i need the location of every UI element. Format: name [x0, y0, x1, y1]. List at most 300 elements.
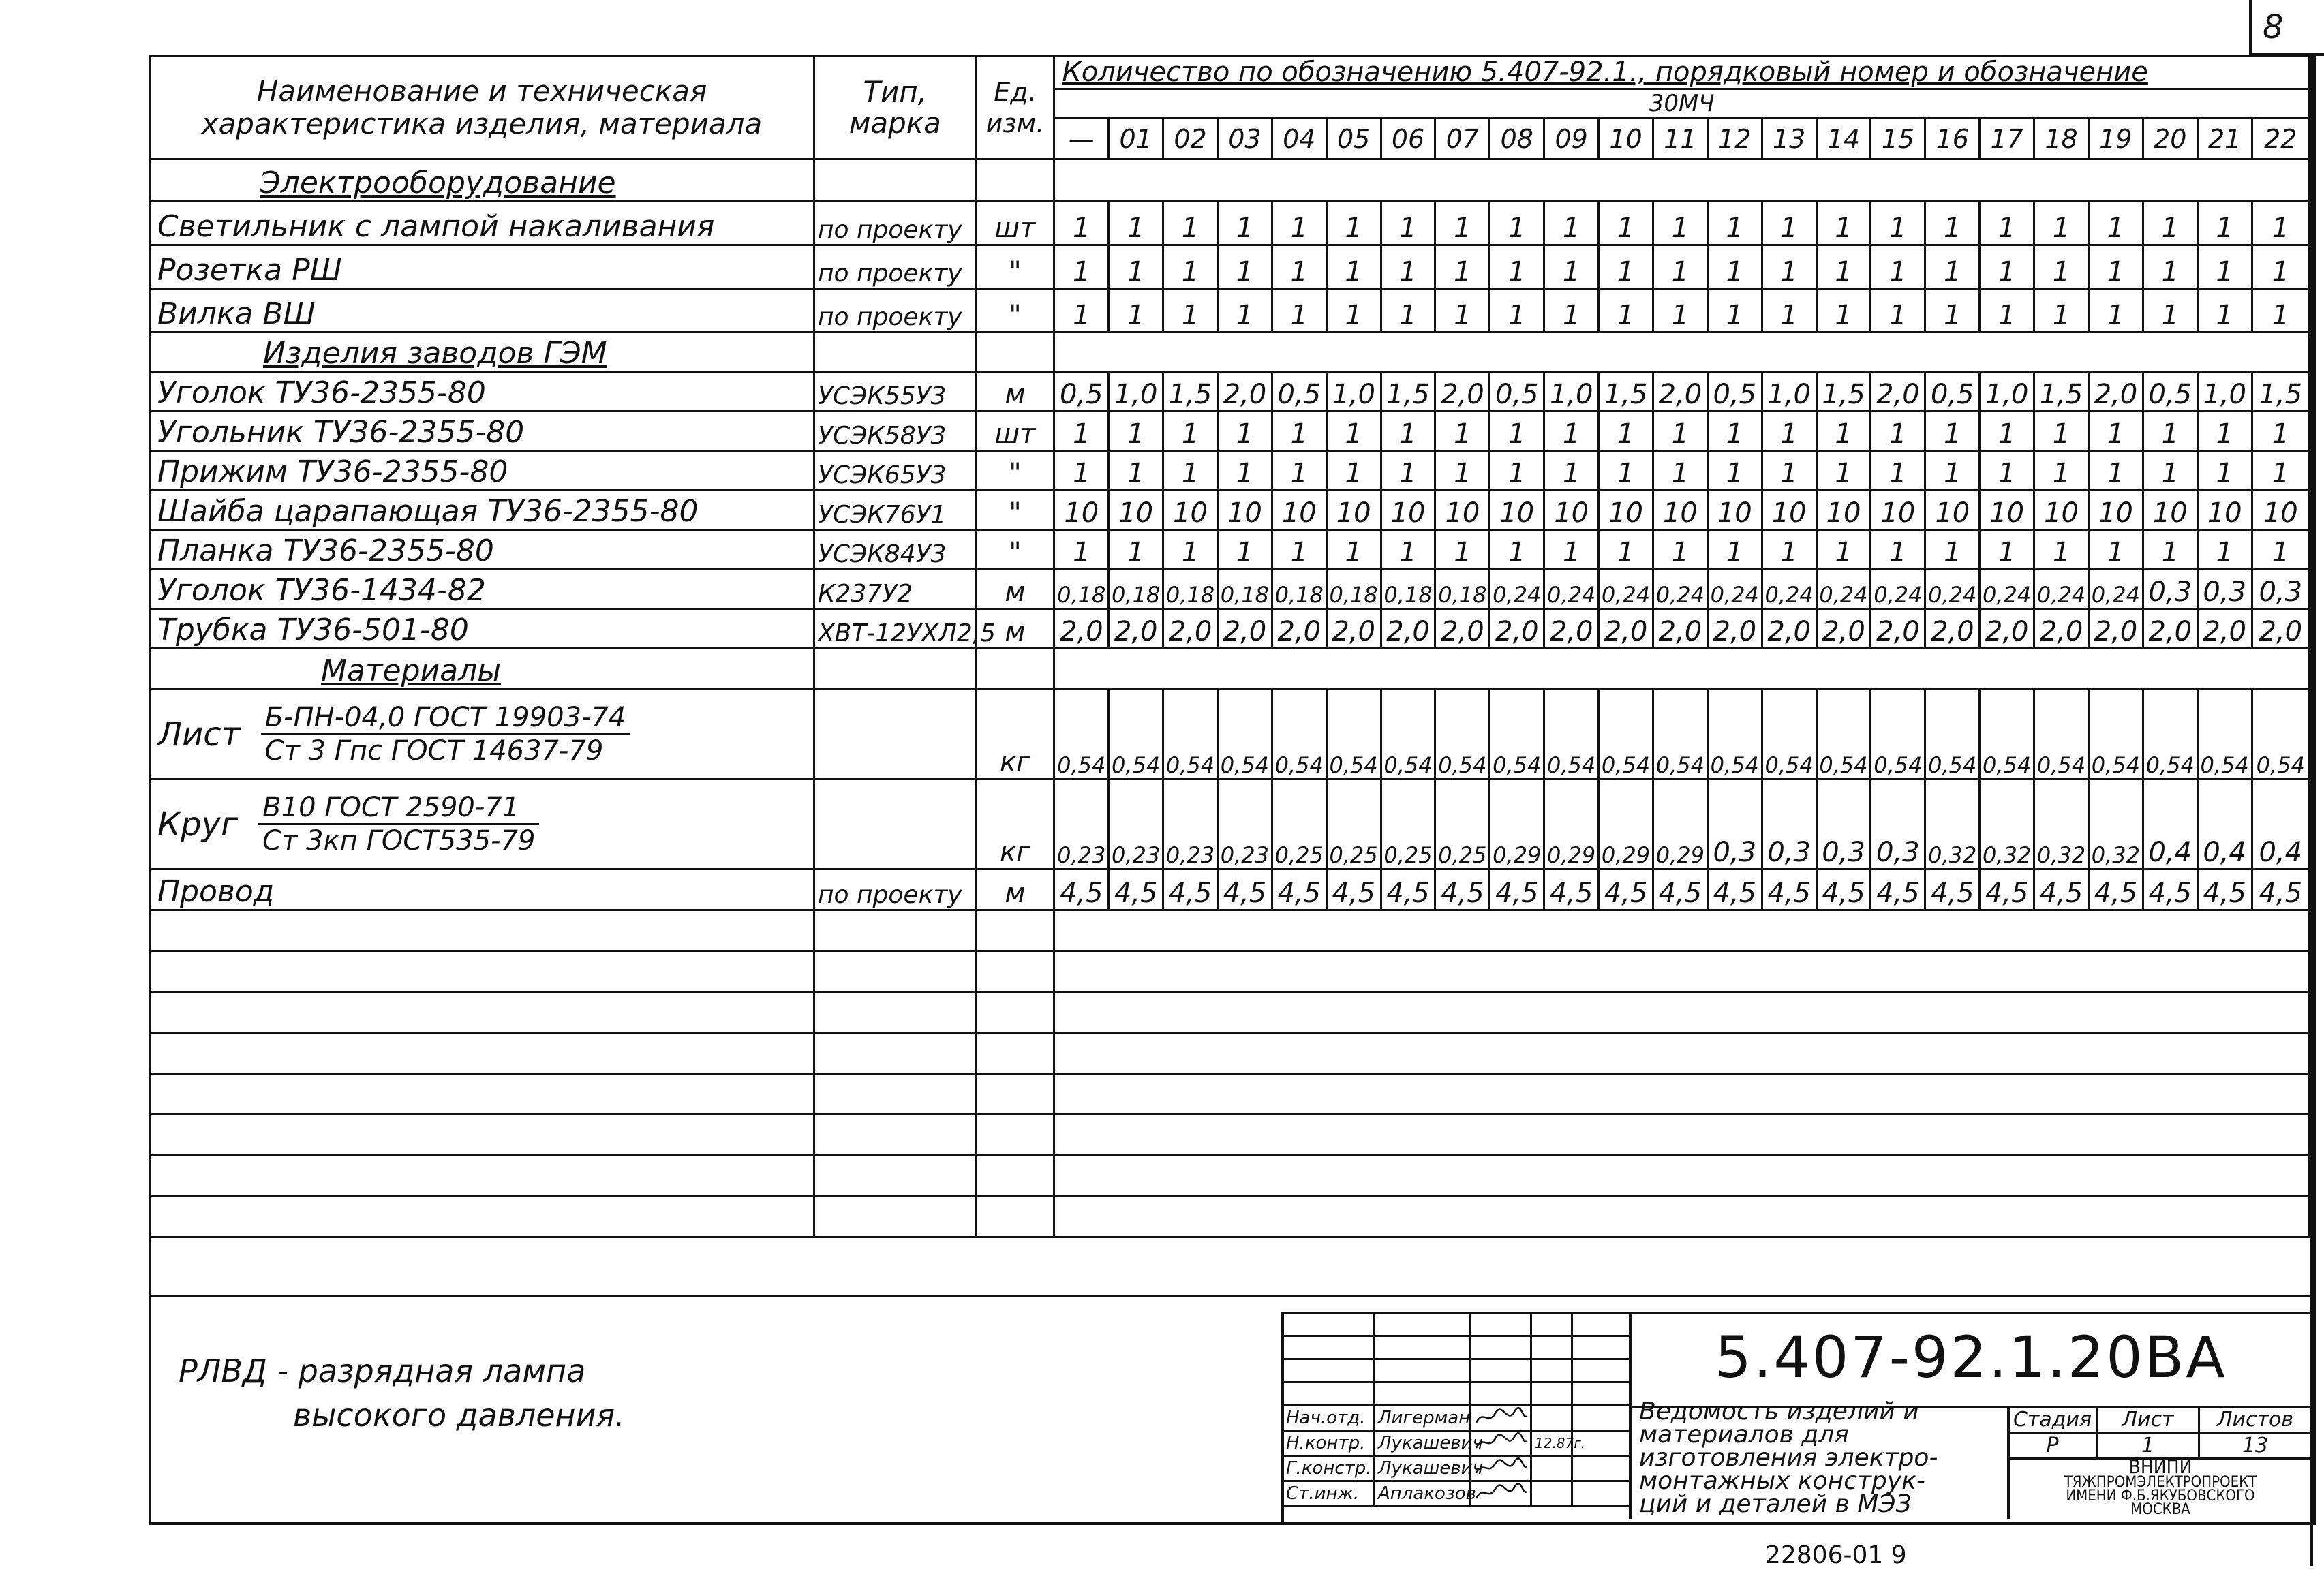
- qty-cell: 1: [1980, 245, 2034, 289]
- empty-row: [150, 951, 2310, 992]
- signature-table: [1281, 1312, 1631, 1507]
- material-spec-numerator: В10 ГОСТ 2590-71: [258, 792, 539, 825]
- qty-cell: 4,5: [1435, 869, 1490, 910]
- qty-cell: 0,23: [1054, 780, 1109, 869]
- qty-cell: 0,3: [2252, 570, 2309, 609]
- qty-cell: 0,24: [1653, 570, 1707, 609]
- empty-row: [150, 1115, 2310, 1156]
- empty-cell: [814, 1197, 977, 1237]
- empty-cell: [1054, 992, 2310, 1033]
- qty-cell: 1: [1381, 245, 1435, 289]
- qty-cell: 0,23: [1109, 780, 1163, 869]
- title-cell: [1375, 1336, 1470, 1359]
- title-cell: [1375, 1359, 1470, 1383]
- qty-cell: 1,0: [1326, 372, 1381, 412]
- item-unit: кг: [976, 690, 1054, 780]
- qty-cell: 10: [2197, 491, 2252, 530]
- signature-name: Лукашевич: [1375, 1456, 1470, 1481]
- qty-cell: 1: [1599, 245, 1653, 289]
- table-row: [150, 491, 2310, 530]
- qty-cell: 1: [1653, 245, 1707, 289]
- materials-table: [149, 55, 2310, 1238]
- empty-cell: [814, 1156, 977, 1197]
- item-name: Уголок ТУ36-1434-82: [150, 570, 814, 609]
- qty-cell: 1: [1109, 530, 1163, 570]
- qty-cell: 4,5: [1490, 869, 1544, 910]
- empty-cell: [1054, 1197, 2310, 1237]
- empty-cell: [150, 1074, 814, 1115]
- empty-row: [150, 1156, 2310, 1197]
- qty-cell: 10: [1326, 491, 1381, 530]
- column-number: 09: [1544, 119, 1599, 159]
- qty-cell: 10: [1762, 491, 1816, 530]
- header-name-col: Наименование и техническая характеристика изделия, материала: [150, 56, 814, 159]
- material-spec-denominator: Ст 3кп ГОСТ535-79: [262, 825, 536, 857]
- qty-cell: 1: [1217, 412, 1272, 451]
- qty-cell: 2,0: [2252, 609, 2309, 649]
- empty-cell: [1054, 1156, 2310, 1197]
- qty-cell: 0,4: [2252, 780, 2309, 869]
- qty-cell: 1: [2088, 245, 2143, 289]
- empty-cell: [976, 1033, 1054, 1074]
- qty-cell: 4,5: [1653, 869, 1707, 910]
- qty-cell: 1: [1490, 451, 1544, 491]
- item-type: [814, 690, 977, 780]
- title-cell: [1283, 1359, 1375, 1383]
- qty-cell: 1: [1871, 530, 1925, 570]
- qty-cell: 1: [1925, 451, 1980, 491]
- qty-cell: 0,3: [2197, 570, 2252, 609]
- qty-cell: 1: [1653, 202, 1707, 245]
- empty-cell: [150, 910, 814, 951]
- qty-cell: 10: [1599, 491, 1653, 530]
- qty-cell: 0,24: [1925, 570, 1980, 609]
- item-unit: м: [976, 869, 1054, 910]
- table-row: [150, 202, 2310, 245]
- qty-cell: 0,54: [1217, 690, 1272, 780]
- column-number: 14: [1816, 119, 1871, 159]
- empty-row: [150, 1033, 2310, 1074]
- qty-cell: 2,0: [1925, 609, 1980, 649]
- title-cell: [1572, 1456, 1630, 1481]
- qty-cell: 0,54: [2034, 690, 2089, 780]
- qty-cell: 4,5: [2088, 869, 2143, 910]
- qty-cell: 0,3: [1816, 780, 1871, 869]
- qty-cell: 0,25: [1326, 780, 1381, 869]
- qty-cell: 0,54: [2197, 690, 2252, 780]
- qty-cell: 1: [2034, 245, 2089, 289]
- item-unit: м: [976, 609, 1054, 649]
- qty-cell: 0,23: [1217, 780, 1272, 869]
- material-spec: [261, 702, 630, 767]
- doc-title-line: материалов для: [1639, 1421, 1849, 1449]
- material-name: [150, 780, 814, 869]
- qty-cell: 1: [1163, 451, 1218, 491]
- title-cell: [1470, 1359, 1531, 1383]
- qty-cell: 1: [2034, 202, 2089, 245]
- qty-cell: 0,18: [1272, 570, 1326, 609]
- item-type: ХВТ-12УХЛ2,5: [814, 609, 977, 649]
- qty-cell: 1: [1272, 202, 1326, 245]
- title-cell: [1572, 1313, 1630, 1336]
- qty-cell: 1: [1980, 451, 2034, 491]
- qty-cell: 2,0: [1217, 609, 1272, 649]
- signature-date: [1531, 1406, 1572, 1431]
- qty-cell: 0,24: [1816, 570, 1871, 609]
- empty-cell: [976, 1197, 1054, 1237]
- column-number: 21: [2197, 119, 2252, 159]
- qty-cell: 0,29: [1544, 780, 1599, 869]
- qty-cell: 0,54: [1544, 690, 1599, 780]
- qty-cell: 1: [2088, 289, 2143, 333]
- empty-cell: [150, 1156, 814, 1197]
- qty-cell: 0,24: [1980, 570, 2034, 609]
- qty-cell: 0,54: [1109, 690, 1163, 780]
- qty-cell: 0,54: [1381, 690, 1435, 780]
- item-type: УСЭК65У3: [814, 451, 977, 491]
- qty-cell: 1: [2034, 530, 2089, 570]
- table-row: [150, 245, 2310, 289]
- organization-line: ТЯЖПРОМЭЛЕКТРОПРОЕКТ: [2064, 1474, 2257, 1491]
- column-number: 07: [1435, 119, 1490, 159]
- section-electrical: Электрооборудование: [150, 159, 814, 202]
- empty-cell: [976, 910, 1054, 951]
- qty-cell: 10: [1544, 491, 1599, 530]
- qty-cell: 1: [1980, 202, 2034, 245]
- qty-cell: 1: [2197, 245, 2252, 289]
- title-cell: [1572, 1383, 1630, 1406]
- item-type: по проекту: [814, 289, 977, 333]
- qty-cell: 1: [1435, 289, 1490, 333]
- qty-cell: 10: [1054, 491, 1109, 530]
- header-qty-title: Количество по обозначению 5.407-92.1., порядковый номер и обозначение: [1054, 56, 2310, 89]
- qty-cell: 0,54: [2252, 690, 2309, 780]
- doc-title-line: изготовления электро-: [1639, 1444, 1938, 1472]
- material-label: Круг: [157, 805, 239, 844]
- qty-cell: 1: [1054, 530, 1109, 570]
- qty-cell: 0,32: [1980, 780, 2034, 869]
- qty-cell: 1: [1490, 412, 1544, 451]
- qty-cell: 0,24: [2088, 570, 2143, 609]
- qty-cell: 0,24: [1707, 570, 1762, 609]
- stage-label: Стадия: [2008, 1407, 2097, 1433]
- signature-name: Лукашевич: [1375, 1431, 1470, 1456]
- empty-cell: [814, 951, 977, 992]
- qty-cell: 4,5: [1109, 869, 1163, 910]
- header-qty-sub: 30МЧ: [1054, 89, 2310, 119]
- qty-cell: 1: [1816, 530, 1871, 570]
- qty-cell: 0,4: [2197, 780, 2252, 869]
- qty-cell: 1: [1707, 245, 1762, 289]
- column-number: 02: [1163, 119, 1218, 159]
- item-type: К237У2: [814, 570, 977, 609]
- page-number-divider: [2249, 0, 2252, 55]
- qty-cell: 1: [1544, 451, 1599, 491]
- qty-cell: 0,54: [1163, 690, 1218, 780]
- column-number: 11: [1653, 119, 1707, 159]
- qty-cell: 4,5: [1054, 869, 1109, 910]
- qty-cell: 1: [1217, 202, 1272, 245]
- qty-cell: 0,24: [1544, 570, 1599, 609]
- qty-cell: 1: [1762, 289, 1816, 333]
- qty-cell: 2,0: [2034, 609, 2089, 649]
- empty-cell: [150, 1033, 814, 1074]
- qty-cell: 10: [1871, 491, 1925, 530]
- empty-cell: [814, 910, 977, 951]
- signature-name: Аплакозов: [1375, 1481, 1470, 1507]
- empty-cell: [976, 1156, 1054, 1197]
- qty-cell: 2,0: [1435, 609, 1490, 649]
- qty-cell: 1: [1707, 289, 1762, 333]
- qty-cell: 10: [1980, 491, 2034, 530]
- qty-cell: 1: [1653, 530, 1707, 570]
- doc-code: 5.407-92.1.20ВА: [1715, 1324, 2227, 1391]
- qty-cell: 1: [1435, 202, 1490, 245]
- qty-cell: 4,5: [1816, 869, 1871, 910]
- qty-cell: 1: [1816, 245, 1871, 289]
- column-number: 06: [1381, 119, 1435, 159]
- note-line-2: высокого давления.: [293, 1397, 625, 1434]
- signature-role: Н.контр.: [1283, 1431, 1375, 1456]
- header-type-col: Тип, марка: [814, 56, 977, 159]
- signature-role: Нач.отд.: [1283, 1406, 1375, 1431]
- qty-cell: 0,18: [1435, 570, 1490, 609]
- qty-cell: 1: [1871, 412, 1925, 451]
- qty-cell: 1: [2197, 412, 2252, 451]
- empty-cell: [976, 1074, 1054, 1115]
- empty-cell: [1054, 910, 2310, 951]
- qty-cell: 1,5: [1816, 372, 1871, 412]
- qty-cell: 4,5: [1707, 869, 1762, 910]
- qty-cell: 1: [1054, 451, 1109, 491]
- qty-cell: 2,0: [1871, 372, 1925, 412]
- qty-cell: 1: [2197, 202, 2252, 245]
- qty-cell: 1: [2197, 530, 2252, 570]
- doc-title-line: ций и деталей в МЭЗ: [1639, 1490, 1912, 1518]
- empty-cell: [150, 992, 814, 1033]
- qty-cell: 1,0: [1109, 372, 1163, 412]
- qty-cell: 1: [2088, 202, 2143, 245]
- qty-cell: 1: [1871, 451, 1925, 491]
- signature-role: Ст.инж.: [1283, 1481, 1375, 1507]
- qty-cell: 10: [1109, 491, 1163, 530]
- qty-cell: 1: [1381, 289, 1435, 333]
- item-name: Уголок ТУ36-2355-80: [150, 372, 814, 412]
- empty-cell: [150, 1115, 814, 1156]
- qty-cell: 1: [2143, 451, 2197, 491]
- table-row: [150, 869, 2310, 910]
- qty-cell: 1,0: [1544, 372, 1599, 412]
- qty-cell: 2,0: [1762, 609, 1816, 649]
- qty-cell: 0,32: [2034, 780, 2089, 869]
- qty-cell: 1: [1762, 245, 1816, 289]
- table-row: [150, 780, 2310, 869]
- qty-cell: 0,24: [2034, 570, 2089, 609]
- qty-cell: 2,0: [1599, 609, 1653, 649]
- qty-cell: 1: [2252, 530, 2309, 570]
- column-number: 16: [1925, 119, 1980, 159]
- item-name: Светильник с лампой накаливания: [150, 202, 814, 245]
- qty-cell: 0,5: [1707, 372, 1762, 412]
- qty-cell: 1: [1217, 530, 1272, 570]
- qty-cell: 0,23: [1163, 780, 1218, 869]
- qty-cell: 0,54: [1925, 690, 1980, 780]
- title-cell: [1572, 1481, 1630, 1507]
- handwritten-signature: [1470, 1406, 1531, 1431]
- empty-row: [150, 992, 2310, 1033]
- qty-cell: 1: [1762, 451, 1816, 491]
- qty-cell: 1: [1762, 530, 1816, 570]
- column-number: 08: [1490, 119, 1544, 159]
- empty-row: [150, 1074, 2310, 1115]
- title-cell: [1470, 1383, 1531, 1406]
- qty-cell: 1,5: [1599, 372, 1653, 412]
- qty-cell: 1: [1653, 451, 1707, 491]
- column-number: 17: [1980, 119, 2034, 159]
- qty-cell: 1,5: [2034, 372, 2089, 412]
- qty-cell: 4,5: [1980, 869, 2034, 910]
- qty-cell: 1: [2143, 202, 2197, 245]
- qty-cell: 10: [1217, 491, 1272, 530]
- qty-cell: 1: [1326, 451, 1381, 491]
- qty-cell: 1: [2197, 289, 2252, 333]
- qty-cell: 1: [1599, 530, 1653, 570]
- title-cell: [1572, 1406, 1630, 1431]
- qty-cell: 1: [1653, 289, 1707, 333]
- empty-cell: [150, 951, 814, 992]
- item-unit: ": [976, 491, 1054, 530]
- signature-date: [1531, 1456, 1572, 1481]
- qty-cell: 0,29: [1653, 780, 1707, 869]
- qty-cell: 2,0: [2143, 609, 2197, 649]
- qty-cell: 1: [1217, 245, 1272, 289]
- qty-cell: 1: [1871, 245, 1925, 289]
- empty-cell: [1054, 1115, 2310, 1156]
- qty-cell: 1: [1599, 412, 1653, 451]
- empty-cell: [1054, 1074, 2310, 1115]
- material-spec-numerator: Б-ПН-04,0 ГОСТ 19903-74: [261, 702, 630, 735]
- qty-cell: 10: [2143, 491, 2197, 530]
- qty-cell: 0,54: [1435, 690, 1490, 780]
- qty-cell: 0,54: [1653, 690, 1707, 780]
- item-name: Шайба царапающая ТУ36-2355-80: [150, 491, 814, 530]
- qty-cell: 1: [2197, 451, 2252, 491]
- note-line-1: РЛВД - разрядная лампа: [179, 1353, 586, 1389]
- qty-cell: 10: [1707, 491, 1762, 530]
- qty-cell: 1: [1544, 202, 1599, 245]
- qty-cell: 0,54: [1490, 690, 1544, 780]
- handwritten-signature: [1470, 1481, 1531, 1507]
- qty-cell: 1: [1054, 202, 1109, 245]
- qty-cell: 1: [2034, 412, 2089, 451]
- qty-cell: 0,25: [1435, 780, 1490, 869]
- item-name: Провод: [150, 869, 814, 910]
- item-unit: ": [976, 245, 1054, 289]
- qty-cell: 1: [1163, 530, 1218, 570]
- qty-cell: 4,5: [2034, 869, 2089, 910]
- qty-cell: 2,0: [1871, 609, 1925, 649]
- qty-cell: 0,54: [1762, 690, 1816, 780]
- title-cell: [1283, 1336, 1375, 1359]
- qty-cell: 1: [1381, 202, 1435, 245]
- qty-cell: 0,18: [1109, 570, 1163, 609]
- sheet-label: Лист: [2097, 1407, 2199, 1433]
- table-row: [150, 570, 2310, 609]
- qty-cell: 1: [1925, 202, 1980, 245]
- qty-cell: 10: [2034, 491, 2089, 530]
- qty-cell: 1,5: [1163, 372, 1218, 412]
- qty-cell: 0,24: [1599, 570, 1653, 609]
- qty-cell: 1: [1816, 202, 1871, 245]
- qty-cell: 4,5: [1163, 869, 1218, 910]
- doc-code-box: [1632, 1312, 2310, 1407]
- item-unit: кг: [976, 780, 1054, 869]
- qty-cell: 1: [2088, 451, 2143, 491]
- qty-cell: 1: [1490, 202, 1544, 245]
- qty-cell: 4,5: [1544, 869, 1599, 910]
- qty-cell: 1: [1762, 412, 1816, 451]
- qty-cell: 10: [1816, 491, 1871, 530]
- item-name: Прижим ТУ36-2355-80: [150, 451, 814, 491]
- title-cell: [1375, 1383, 1470, 1406]
- material-spec: [258, 792, 539, 857]
- qty-cell: 1: [1435, 412, 1490, 451]
- qty-cell: 1: [1272, 530, 1326, 570]
- qty-cell: 10: [1490, 491, 1544, 530]
- material-label: Лист: [157, 715, 241, 754]
- title-cell: [1531, 1313, 1572, 1336]
- qty-cell: 2,0: [1653, 372, 1707, 412]
- qty-cell: 1: [1326, 245, 1381, 289]
- organization: [2010, 1455, 2310, 1518]
- column-number: 15: [1871, 119, 1925, 159]
- qty-cell: 1: [1816, 412, 1871, 451]
- title-cell: [1283, 1383, 1375, 1406]
- qty-cell: 1: [2034, 451, 2089, 491]
- column-number: 04: [1272, 119, 1326, 159]
- qty-cell: 2,0: [1109, 609, 1163, 649]
- title-cell: [1283, 1313, 1375, 1336]
- qty-cell: 4,5: [1762, 869, 1816, 910]
- qty-cell: 1: [1163, 412, 1218, 451]
- qty-cell: 1: [1925, 412, 1980, 451]
- qty-cell: 0,29: [1599, 780, 1653, 869]
- qty-cell: 1: [2252, 289, 2309, 333]
- qty-cell: 0,54: [1871, 690, 1925, 780]
- qty-cell: 1: [1054, 412, 1109, 451]
- title-cell: [1470, 1336, 1531, 1359]
- qty-cell: 2,0: [1980, 609, 2034, 649]
- qty-cell: 1: [1163, 202, 1218, 245]
- item-unit: м: [976, 372, 1054, 412]
- qty-cell: 0,32: [1925, 780, 1980, 869]
- empty-cell: [150, 1197, 814, 1237]
- item-type: УСЭК55У3: [814, 372, 977, 412]
- organization-line: ВНИПИ: [2128, 1455, 2192, 1478]
- qty-cell: 4,5: [1871, 869, 1925, 910]
- empty-row: [150, 1197, 2310, 1237]
- qty-cell: 1: [1490, 245, 1544, 289]
- qty-cell: 2,0: [1707, 609, 1762, 649]
- qty-cell: 1: [1816, 289, 1871, 333]
- qty-cell: 1: [1980, 530, 2034, 570]
- qty-cell: 0,3: [1871, 780, 1925, 869]
- qty-cell: 1: [1544, 530, 1599, 570]
- qty-cell: 1: [1925, 530, 1980, 570]
- qty-cell: 0,54: [2143, 690, 2197, 780]
- material-name: [150, 690, 814, 780]
- qty-cell: 1: [1762, 202, 1816, 245]
